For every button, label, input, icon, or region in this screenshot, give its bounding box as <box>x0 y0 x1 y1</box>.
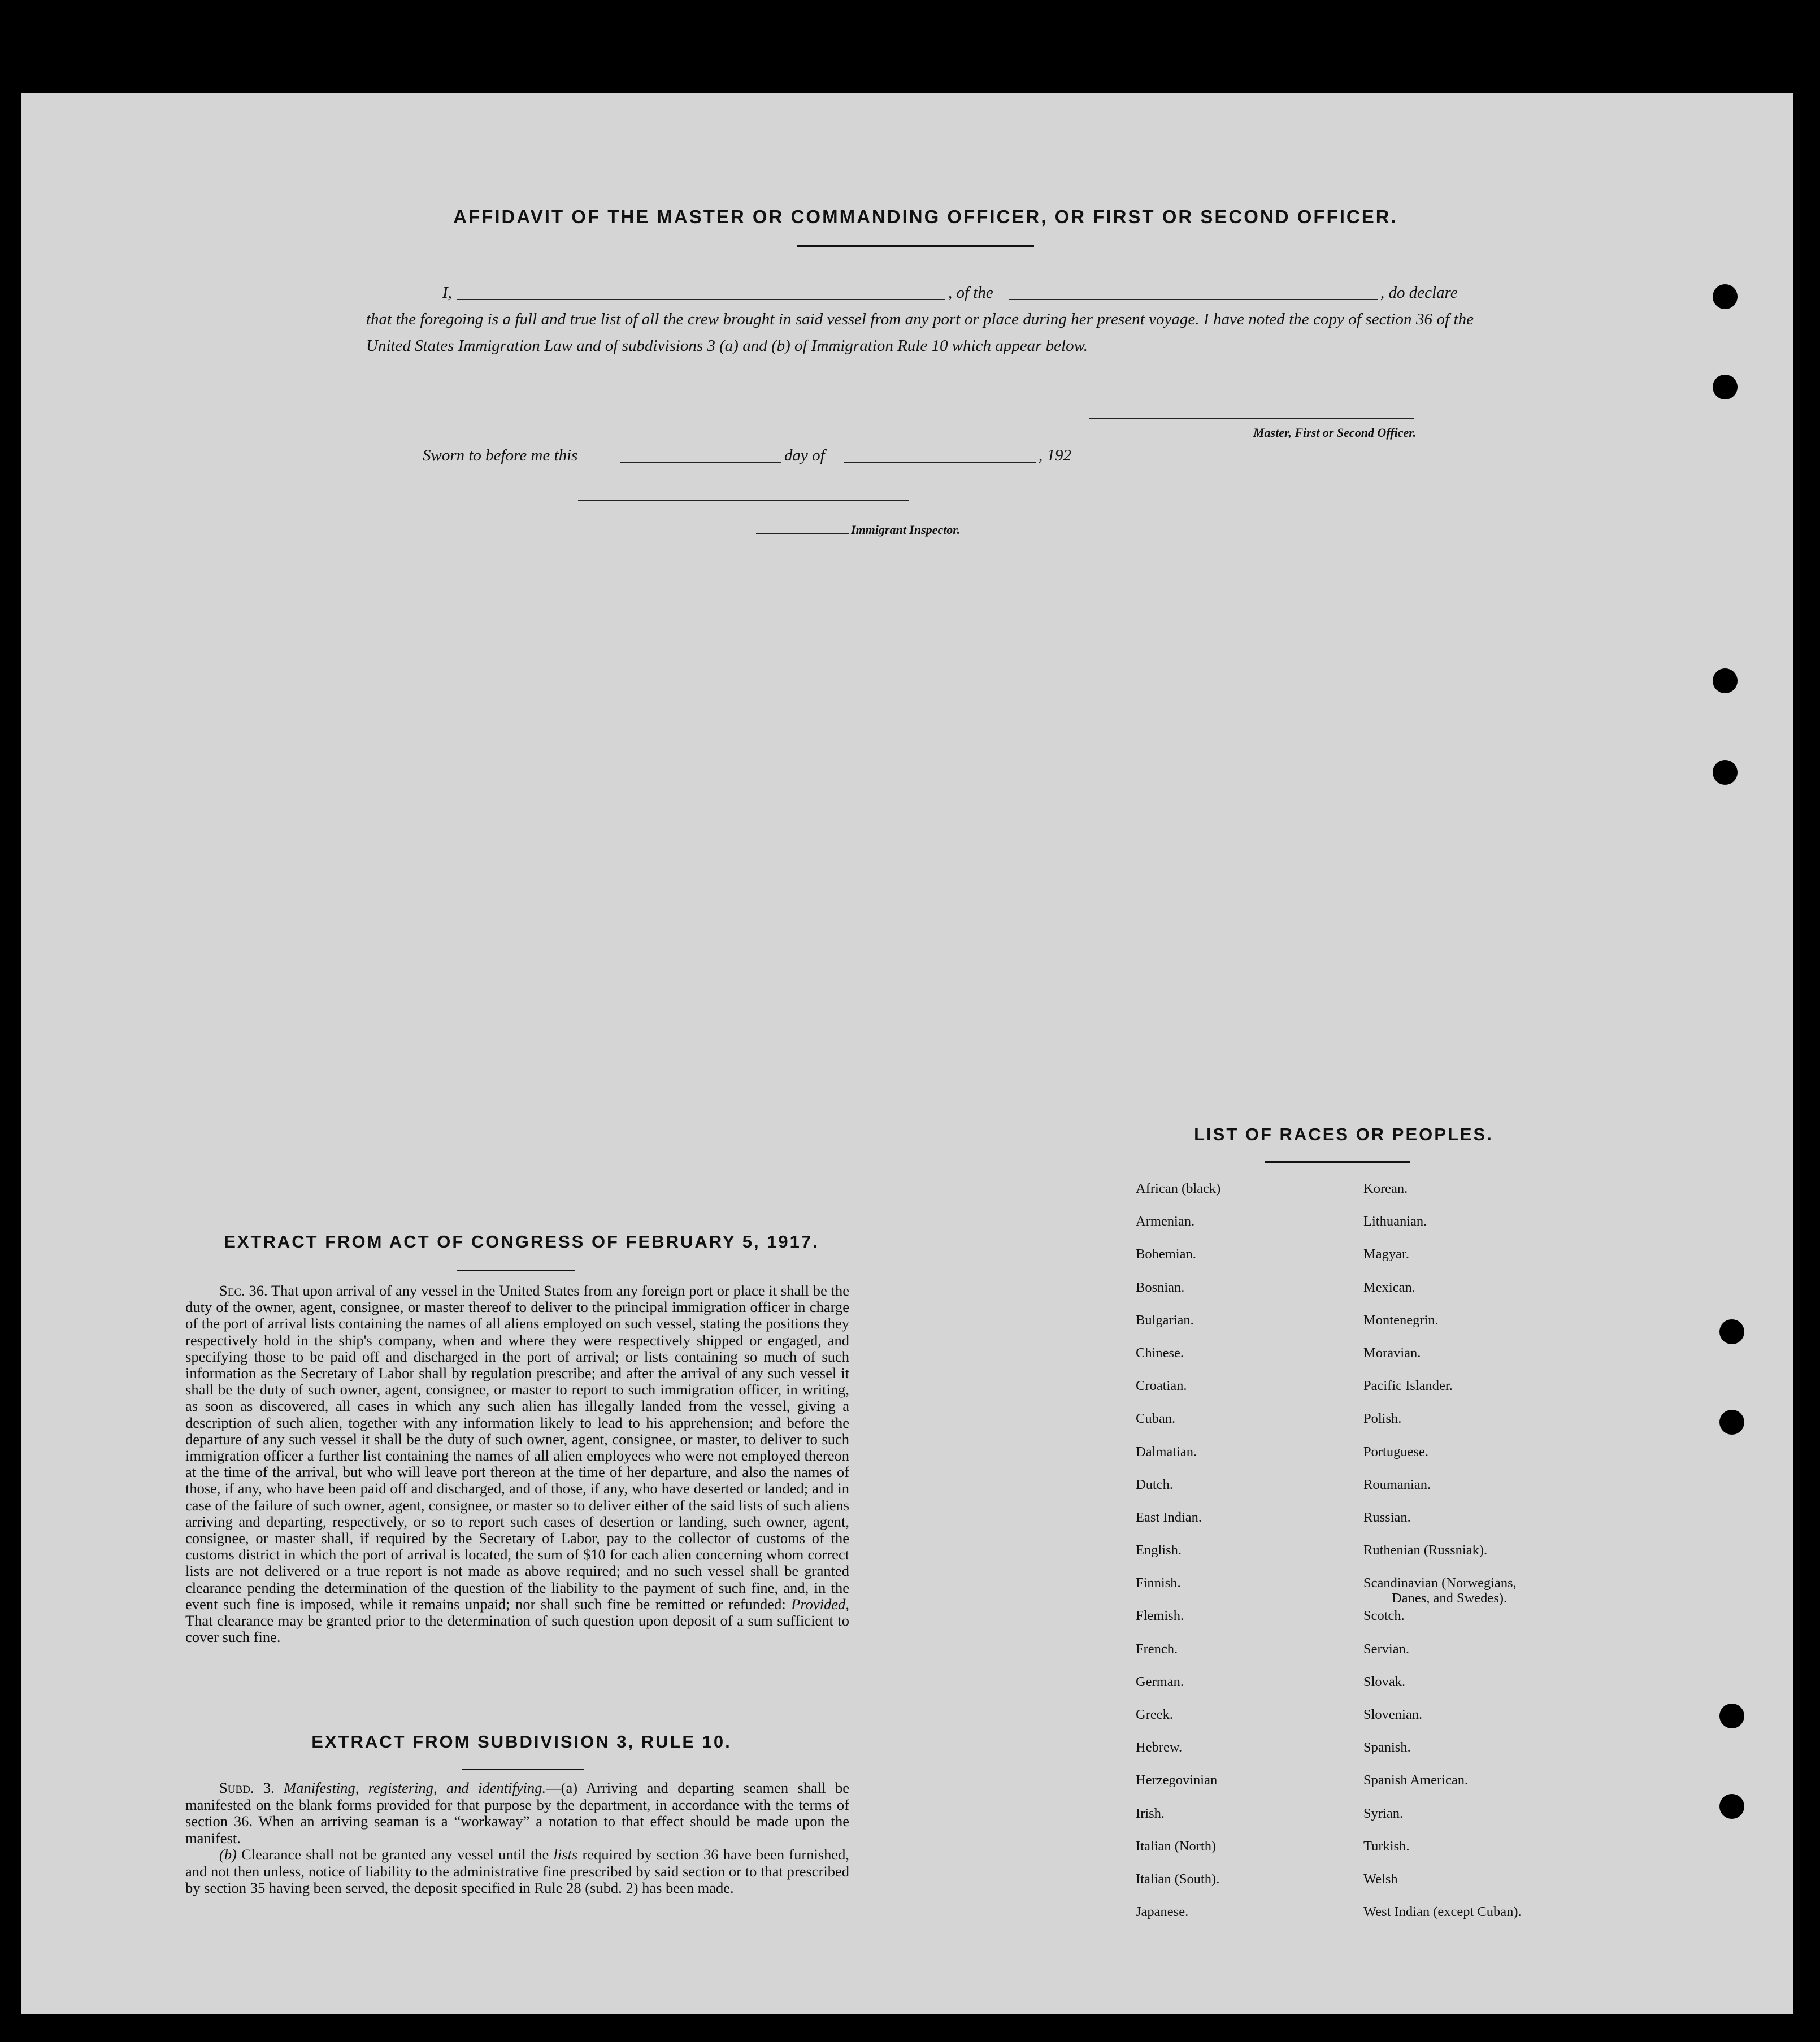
binder-hole <box>1713 375 1738 399</box>
race-item: Hebrew. <box>1136 1740 1183 1756</box>
race-item: Flemish. <box>1136 1608 1184 1624</box>
race-item: Spanish. <box>1363 1740 1411 1756</box>
race-item: Scotch. <box>1363 1608 1405 1624</box>
race-item: Scandinavian (Norwegians, <box>1363 1575 1517 1591</box>
master-signature-line <box>1089 418 1414 419</box>
para-b-text-1: Clearance shall not be granted any vessel until the <box>241 1846 549 1863</box>
inspector-signature-line <box>578 500 909 501</box>
extract-rule-underline <box>462 1769 584 1770</box>
extract-act-title: EXTRACT FROM ACT OF CONGRESS OF FEBRUARY 5, 1917. <box>224 1232 819 1252</box>
affidavit-body: that the foregoing is a full and true list of all the crew brought in said vessel from any port or place during her present voyage. I have noted the copy of section 36 of the United States Immigration Law and of subdivisions 3 (a) and (b) of Immigration Rule 10 which appear below. <box>366 310 1474 355</box>
binder-hole <box>1713 284 1738 309</box>
race-item: Magyar. <box>1363 1246 1409 1262</box>
race-item: Moravian. <box>1363 1345 1421 1361</box>
sworn-year: , 192 <box>1039 446 1071 464</box>
vessel-line <box>1009 299 1378 300</box>
para-b-marker: (b) <box>219 1846 237 1863</box>
race-item: Montenegrin. <box>1363 1312 1439 1328</box>
sworn-day-line <box>620 462 781 463</box>
race-item: Slovak. <box>1363 1674 1406 1689</box>
race-item: African (black) <box>1136 1181 1221 1196</box>
race-item: Bulgarian. <box>1136 1312 1194 1328</box>
race-item: Finnish. <box>1136 1575 1181 1591</box>
race-item: Korean. <box>1363 1181 1408 1196</box>
race-item: Chinese. <box>1136 1345 1184 1361</box>
binder-hole <box>1719 1794 1744 1819</box>
section-36-body: That upon arrival of any vessel in the United States from any foreign port or place it shall be the duty of the owner, agent, consignee, or master thereof to deliver to the principal immigration officer in charge of the port of arrival lists containing the names of all aliens employed on such vessel, stating the positions they respectively hold in the ship's company, when and where they were respectively shipped or engaged, and specifying those to be paid off and discharged in the port of arrival; or lists containing so much of such information as the Secretary of Labor shall by regulation prescribe; and after the arrival of any such vessel it shall be the duty of such owner, agent, consignee, or master to report to such immigration officer, in writing, as soon as discovered, all cases in which any such alien has illegally landed from the vessel, giving a description of such alien, together with any information likely to lead to his apprehension; and before the departure of any such vessel it shall be the duty of such owner, agent, consignee, or master, to deliver to such immigration officer a further list containing the names of all alien employees who were not employed thereon at the time of the arrival, but who will leave port thereon at the time of her departure, and also the names of those, if any, who have been paid off and discharged, and of those, if any, who have deserted or landed; and in case of the failure of such owner, agent, consignee, or master so to deliver either of the said lists of such aliens arriving and departing, respectively, or so to report such cases of desertion or landing, such owner, agent, consignee, or master shall, if required by the Secretary of Labor, pay to the collector of customs of the customs district in which the port of arrival is located, the sum of $10 for each alien concerning whom correct lists are not delivered or a true report is not made as above required; and no such vessel shall be granted clearance pending the determination of the question of the liability to the payment of such fine, and, in the event such fine is imposed, while it remains unpaid; nor shall such fine be remitted or refunded: <box>185 1282 849 1613</box>
section-label: Sec. 36. <box>219 1282 268 1299</box>
binder-hole <box>1713 760 1738 785</box>
provided-word: Provided, <box>791 1595 849 1613</box>
race-item: Greek. <box>1136 1707 1173 1722</box>
rule-10-text <box>185 1780 849 1897</box>
binder-hole <box>1719 1410 1744 1435</box>
race-item: Syrian. <box>1363 1805 1404 1821</box>
inspector-short-line <box>756 533 849 534</box>
race-item: Italian (South). <box>1136 1871 1220 1887</box>
race-item: Spanish American. <box>1363 1772 1469 1788</box>
subd-label: Subd. 3. <box>219 1779 275 1796</box>
master-caption: Master, First or Second Officer. <box>1253 425 1417 440</box>
race-item: Dutch. <box>1136 1476 1173 1492</box>
races-right-column <box>1363 1181 1522 1937</box>
manifest-page <box>21 93 1793 2014</box>
binder-hole <box>1719 1704 1744 1728</box>
race-item: Croatian. <box>1136 1378 1187 1394</box>
race-item: English. <box>1136 1543 1182 1558</box>
race-item: Portuguese. <box>1363 1444 1428 1459</box>
race-item: Irish. <box>1136 1805 1165 1821</box>
affidavit-i-prefix: I, <box>442 284 452 302</box>
race-item: Lithuanian. <box>1363 1214 1427 1229</box>
binder-hole <box>1713 668 1738 693</box>
name-line <box>457 299 945 300</box>
race-item: Cuban. <box>1136 1411 1176 1427</box>
inspector-caption: Immigrant Inspector. <box>851 523 961 537</box>
race-item: Danes, and Swedes). <box>1392 1591 1508 1606</box>
race-item: Ruthenian (Russniak). <box>1363 1543 1488 1558</box>
affidavit-text <box>366 280 1474 359</box>
sworn-prefix: Sworn to before me this <box>423 446 578 464</box>
section-36-end: That clearance may be granted prior to the determination of such question upon deposit of a sum sufficient to cover such fine. <box>185 1612 849 1646</box>
race-item: West Indian (except Cuban). <box>1363 1904 1522 1920</box>
race-item-scandinavian <box>1363 1575 1522 1608</box>
race-item: Japanese. <box>1136 1904 1189 1920</box>
affidavit-do-declare: , do declare <box>1380 284 1458 302</box>
race-item: Slovenian. <box>1363 1707 1423 1722</box>
race-item: Herzegovinian <box>1136 1772 1218 1788</box>
section-36-text <box>185 1283 849 1645</box>
race-item: Polish. <box>1363 1411 1402 1427</box>
race-item: Dalmatian. <box>1136 1444 1197 1459</box>
race-item: Bohemian. <box>1136 1246 1196 1262</box>
race-item: Armenian. <box>1136 1214 1195 1229</box>
paragraph-b <box>185 1847 849 1897</box>
race-item: Russian. <box>1363 1509 1411 1525</box>
para-a-marker: —(a) <box>546 1779 578 1796</box>
race-item: Bosnian. <box>1136 1279 1185 1295</box>
paragraph-a <box>185 1780 849 1847</box>
binder-hole <box>1719 1319 1744 1344</box>
affidavit-of-the: , of the <box>948 284 993 302</box>
race-item: Mexican. <box>1363 1279 1415 1295</box>
race-item: Italian (North) <box>1136 1838 1217 1854</box>
races-left-column <box>1136 1181 1220 1937</box>
sworn-day-of: day of <box>784 446 825 464</box>
race-item: Pacific Islander. <box>1363 1378 1453 1394</box>
races-title: LIST OF RACES OR PEOPLES. <box>1194 1124 1493 1144</box>
para-b-text-2: required by section 36 have been furnished, and not then unless, notice of liability to the administrative fine prescribed by said section or to that prescribed by section 35 having been served, the deposit specified in Rule 28 (subd. 2) has been made. <box>185 1846 850 1896</box>
subd-heading: Manifesting, registering, and identifying. <box>284 1779 546 1796</box>
para-b-lists: lists <box>553 1846 578 1863</box>
race-item: German. <box>1136 1674 1184 1689</box>
race-item: Roumanian. <box>1363 1476 1431 1492</box>
sworn-month-line <box>844 462 1036 463</box>
para-a-text: Arriving and departing seamen shall be manifested on the blank forms provided for that purpose by the department, in accordance with the terms of section 36. When an arriving seaman is a “workaway” a notation to that effect should be made upon the manifest. <box>185 1779 849 1847</box>
race-item: French. <box>1136 1641 1178 1657</box>
extract-act-underline <box>457 1270 575 1271</box>
race-item: Turkish. <box>1363 1838 1410 1854</box>
race-item: East Indian. <box>1136 1509 1202 1525</box>
title-underline <box>797 245 1034 247</box>
affidavit-title: AFFIDAVIT OF THE MASTER OR COMMANDING OFFICER, OR FIRST OR SECOND OFFICER. <box>453 206 1398 227</box>
race-item: Welsh <box>1363 1871 1398 1887</box>
race-item: Servian. <box>1363 1641 1409 1657</box>
races-underline <box>1265 1161 1410 1163</box>
extract-rule-title: EXTRACT FROM SUBDIVISION 3, RULE 10. <box>311 1732 732 1752</box>
